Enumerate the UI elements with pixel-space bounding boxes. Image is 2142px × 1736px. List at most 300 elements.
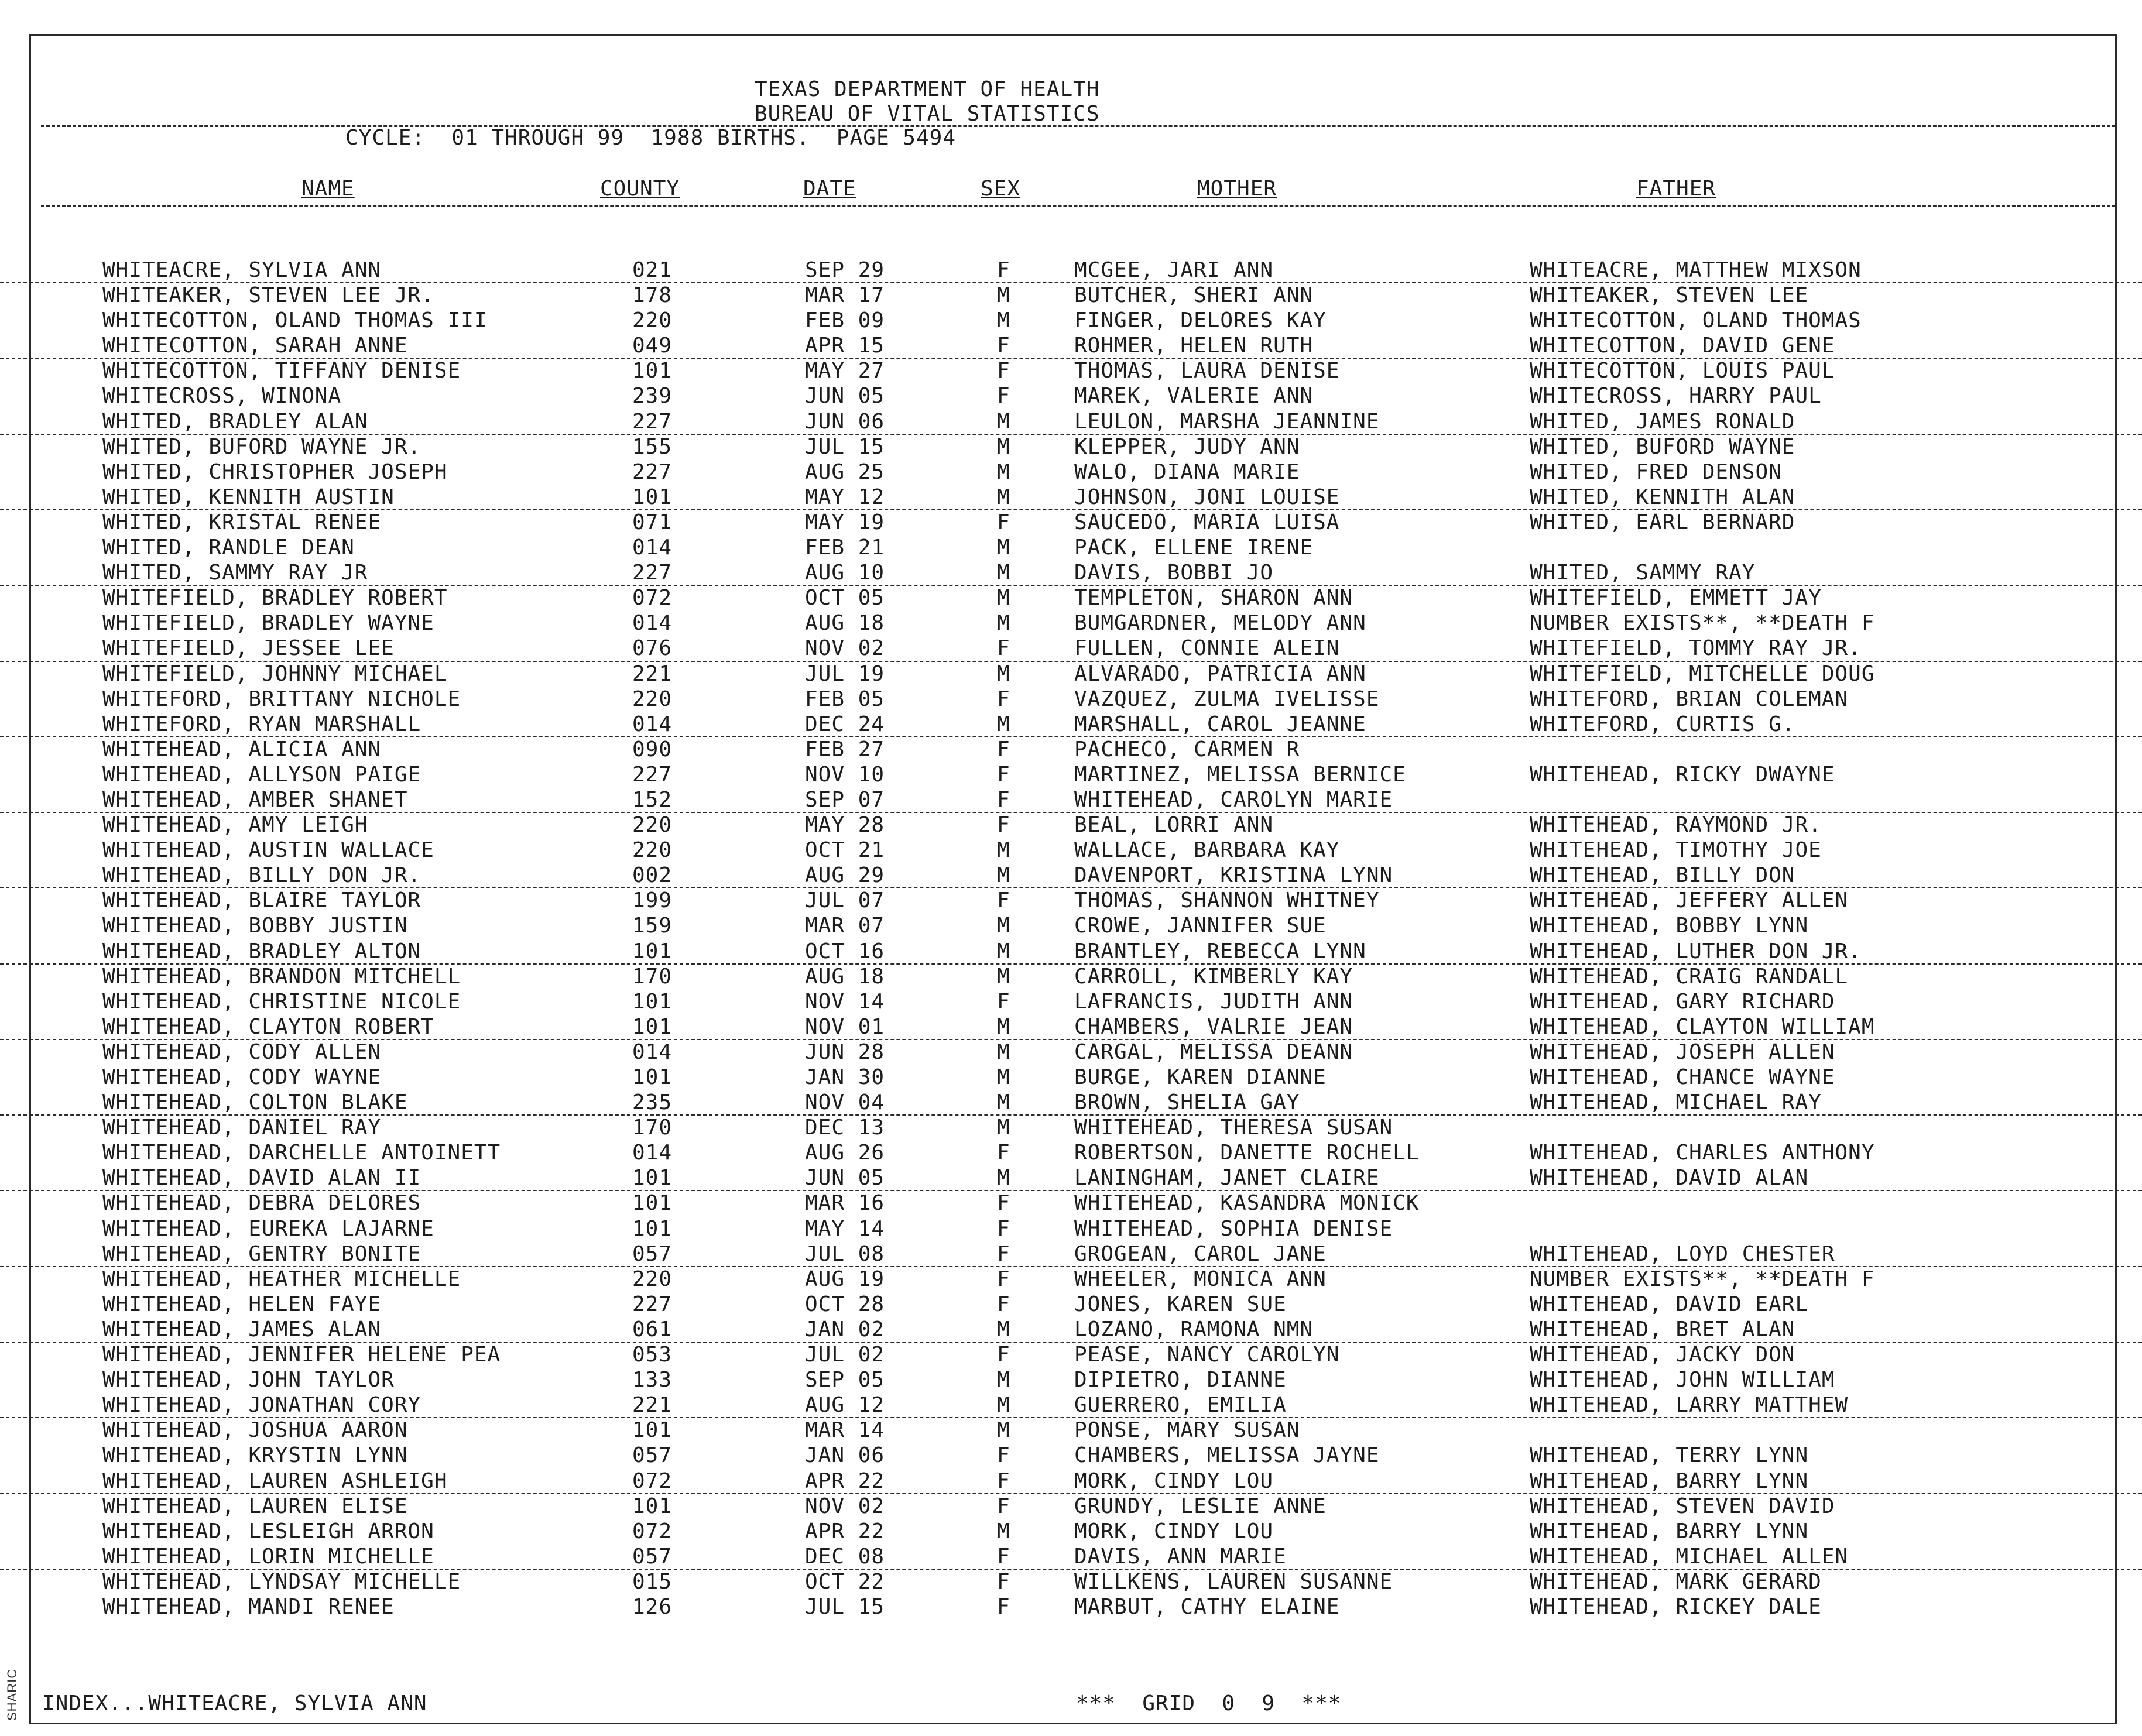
cell-father: NUMBER EXISTS**, **DEATH F: [1530, 1267, 1875, 1291]
cell-mother: LOZANO, RAMONA NMN: [1074, 1317, 1314, 1342]
cell-mother: ROBERTSON, DANETTE ROCHELL: [1074, 1141, 1420, 1165]
cell-mother: JOHNSON, JONI LOUISE: [1074, 485, 1340, 509]
cell-sex: F: [997, 687, 1010, 711]
cell-name: WHITECOTTON, TIFFANY DENISE: [102, 359, 461, 383]
cell-mother: DAVENPORT, KRISTINA LYNN: [1074, 863, 1393, 888]
cell-date: JUN 28: [805, 1039, 885, 1064]
cell-county: 155: [632, 434, 673, 459]
cell-sex: M: [997, 561, 1010, 585]
cell-name: WHITEACRE, SYLVIA ANN: [102, 258, 382, 282]
cell-county: 014: [632, 536, 673, 560]
cell-name: WHITEHEAD, BOBBY JUSTIN: [102, 914, 408, 938]
table-row: [0, 863, 2142, 888]
cell-date: NOV 01: [805, 1014, 885, 1039]
cell-date: NOV 02: [805, 636, 885, 661]
cell-mother: THOMAS, LAURA DENISE: [1074, 359, 1340, 383]
table-row: [0, 384, 2142, 409]
cell-father: WHITEHEAD, CHANCE WAYNE: [1530, 1065, 1835, 1089]
cell-name: WHITEHEAD, DANIEL RAY: [102, 1116, 382, 1140]
cell-father: WHITED, FRED DENSON: [1530, 459, 1782, 484]
cell-name: WHITEHEAD, DAVID ALAN II: [102, 1166, 421, 1191]
cell-name: WHITEHEAD, ALICIA ANN: [102, 737, 382, 761]
cell-mother: BURGE, KAREN DIANNE: [1074, 1065, 1327, 1089]
table-row: [0, 1595, 2142, 1620]
cell-father: WHITEHEAD, LARRY MATTHEW: [1530, 1393, 1849, 1418]
cell-sex: M: [997, 1368, 1010, 1392]
table-row: [0, 1065, 2142, 1090]
table-row: [0, 561, 2142, 586]
table-row: [0, 1443, 2142, 1469]
cell-name: WHITEHEAD, LESLEIGH ARRON: [102, 1519, 434, 1543]
column-header-county: COUNTY: [600, 177, 680, 201]
cell-mother: LANINGHAM, JANET CLAIRE: [1074, 1166, 1380, 1191]
cell-date: JUL 02: [805, 1343, 885, 1367]
cell-sex: M: [997, 536, 1010, 560]
table-row: [0, 1242, 2142, 1267]
cell-county: 170: [632, 1116, 673, 1140]
cell-county: 090: [632, 737, 673, 761]
cell-county: 221: [632, 661, 673, 686]
table-row: [0, 359, 2142, 384]
index-footer: INDEX...WHITEACRE, SYLVIA ANN: [42, 1692, 427, 1716]
cell-mother: FULLEN, CONNIE ALEIN: [1074, 636, 1340, 661]
cell-date: OCT 21: [805, 838, 885, 863]
cell-county: 101: [632, 1216, 673, 1241]
column-header-mother: MOTHER: [1197, 177, 1277, 201]
cell-mother: PONSE, MARY SUSAN: [1074, 1418, 1300, 1443]
cell-father: WHITEHEAD, CRAIG RANDALL: [1530, 964, 1849, 989]
cell-date: JAN 30: [805, 1065, 885, 1089]
cell-mother: PACHECO, CARMEN R: [1074, 737, 1300, 761]
column-header-name: NAME: [301, 177, 355, 201]
cell-name: WHITEHEAD, DEBRA DELORES: [102, 1191, 421, 1216]
cell-county: 170: [632, 964, 673, 989]
cell-county: 057: [632, 1241, 673, 1266]
cell-date: AUG 19: [805, 1267, 885, 1291]
cell-father: WHITECOTTON, LOUIS PAUL: [1530, 359, 1835, 383]
cell-county: 101: [632, 1166, 673, 1191]
cell-sex: F: [997, 1569, 1010, 1594]
table-row: [0, 1570, 2142, 1595]
cell-mother: WALLACE, BARBARA KAY: [1074, 838, 1340, 863]
cell-county: 101: [632, 939, 673, 963]
cell-father: WHITEHEAD, JACKY DON: [1530, 1343, 1795, 1367]
cell-date: MAY 12: [805, 485, 885, 509]
cell-name: WHITEHEAD, LAUREN ASHLEIGH: [102, 1469, 448, 1493]
cell-father: WHITEHEAD, BILLY DON: [1530, 863, 1795, 888]
cell-county: 220: [632, 687, 673, 711]
cell-name: WHITEHEAD, JOHN TAYLOR: [102, 1368, 395, 1392]
table-row: [0, 1343, 2142, 1368]
cell-father: WHITEHEAD, JOHN WILLIAM: [1530, 1368, 1835, 1392]
cell-date: OCT 05: [805, 586, 885, 610]
table-row: [0, 990, 2142, 1015]
cell-date: DEC 08: [805, 1544, 885, 1569]
cell-date: OCT 28: [805, 1292, 885, 1316]
cell-father: WHITEAKER, STEVEN LEE: [1530, 283, 1809, 308]
cell-sex: F: [997, 762, 1010, 787]
cell-father: WHITEHEAD, MICHAEL ALLEN: [1530, 1544, 1849, 1569]
cell-county: 199: [632, 888, 673, 913]
cell-county: 235: [632, 1090, 673, 1115]
cell-name: WHITEHEAD, HEATHER MICHELLE: [102, 1267, 461, 1291]
cell-mother: DAVIS, BOBBI JO: [1074, 561, 1274, 585]
cell-date: AUG 10: [805, 561, 885, 585]
cell-mother: JONES, KAREN SUE: [1074, 1292, 1287, 1316]
cell-father: WHITEHEAD, JEFFERY ALLEN: [1530, 888, 1849, 913]
bureau-title: BUREAU OF VITAL STATISTICS: [755, 102, 1100, 126]
cell-name: WHITEHEAD, EUREKA LAJARNE: [102, 1216, 434, 1241]
cell-county: 101: [632, 1418, 673, 1443]
table-row: [0, 662, 2142, 687]
cell-mother: DIPIETRO, DIANNE: [1074, 1368, 1287, 1392]
cell-date: OCT 16: [805, 939, 885, 963]
table-row: [0, 1191, 2142, 1216]
cell-county: 152: [632, 787, 673, 812]
cell-county: 227: [632, 561, 673, 585]
cell-county: 071: [632, 510, 673, 534]
cell-date: JUN 05: [805, 384, 885, 409]
cell-date: MAR 17: [805, 283, 885, 308]
cell-sex: M: [997, 1519, 1010, 1543]
cell-father: WHITEHEAD, BARRY LYNN: [1530, 1469, 1809, 1493]
cell-sex: M: [997, 485, 1010, 509]
cell-sex: M: [997, 661, 1010, 686]
cell-mother: LEULON, MARSHA JEANNINE: [1074, 409, 1380, 434]
cell-name: WHITEFORD, RYAN MARSHALL: [102, 712, 421, 736]
cell-sex: M: [997, 409, 1010, 434]
cell-date: JUL 15: [805, 434, 885, 459]
cell-father: WHITEHEAD, CHARLES ANTHONY: [1530, 1141, 1875, 1165]
cell-sex: F: [997, 1292, 1010, 1316]
cell-county: 015: [632, 1569, 673, 1594]
cell-father: NUMBER EXISTS**, **DEATH F: [1530, 611, 1875, 636]
cell-name: WHITEAKER, STEVEN LEE JR.: [102, 283, 434, 308]
cell-name: WHITED, KENNITH AUSTIN: [102, 485, 395, 509]
table-row: [0, 763, 2142, 788]
cell-mother: ROHMER, HELEN RUTH: [1074, 334, 1314, 358]
cell-sex: M: [997, 838, 1010, 863]
cell-date: NOV 14: [805, 989, 885, 1014]
cell-date: APR 22: [805, 1469, 885, 1493]
cell-father: WHITEFIELD, TOMMY RAY JR.: [1530, 636, 1862, 661]
cell-sex: M: [997, 712, 1010, 736]
cell-date: JUL 08: [805, 1241, 885, 1266]
cell-name: WHITEHEAD, JOSHUA AARON: [102, 1418, 408, 1443]
cell-sex: M: [997, 1039, 1010, 1064]
cell-county: 101: [632, 1014, 673, 1039]
cell-mother: BUTCHER, SHERI ANN: [1074, 283, 1314, 308]
table-row: [0, 939, 2142, 965]
cell-father: WHITEHEAD, TIMOTHY JOE: [1530, 838, 1822, 863]
cell-sex: F: [997, 1267, 1010, 1291]
cell-father: WHITEFORD, BRIAN COLEMAN: [1530, 687, 1849, 711]
cell-county: 057: [632, 1544, 673, 1569]
table-row: [0, 536, 2142, 561]
cell-mother: THOMAS, SHANNON WHITNEY: [1074, 888, 1380, 913]
cell-county: 220: [632, 1267, 673, 1291]
table-row: [0, 687, 2142, 712]
cell-name: WHITEHEAD, JONATHAN CORY: [102, 1393, 421, 1418]
table-row: [0, 1318, 2142, 1343]
cell-county: 221: [632, 1393, 673, 1418]
cell-sex: F: [997, 1469, 1010, 1493]
cell-name: WHITEHEAD, JENNIFER HELENE PEA: [102, 1343, 501, 1367]
table-row: [0, 1393, 2142, 1418]
cell-sex: M: [997, 1166, 1010, 1191]
cell-county: 021: [632, 258, 673, 282]
cell-date: AUG 18: [805, 611, 885, 636]
cell-sex: F: [997, 989, 1010, 1014]
cell-county: 227: [632, 1292, 673, 1316]
cell-sex: F: [997, 813, 1010, 838]
cell-date: AUG 29: [805, 863, 885, 888]
cell-mother: MCGEE, JARI ANN: [1074, 258, 1274, 282]
cell-county: 159: [632, 914, 673, 938]
cell-father: WHITECOTTON, DAVID GENE: [1530, 334, 1835, 358]
table-row: [0, 410, 2142, 435]
cell-father: WHITED, JAMES RONALD: [1530, 409, 1795, 434]
cell-county: 014: [632, 1039, 673, 1064]
cell-county: 014: [632, 712, 673, 736]
cell-sex: M: [997, 586, 1010, 610]
cell-mother: ALVARADO, PATRICIA ANN: [1074, 661, 1366, 686]
cell-father: WHITED, BUFORD WAYNE: [1530, 434, 1795, 459]
cell-date: FEB 21: [805, 536, 885, 560]
cell-date: MAY 19: [805, 510, 885, 534]
cell-mother: WALO, DIANA MARIE: [1074, 459, 1300, 484]
cell-county: 101: [632, 359, 673, 383]
cell-father: WHITEHEAD, MARK GERARD: [1530, 1569, 1822, 1594]
cell-sex: F: [997, 359, 1010, 383]
cell-father: WHITEHEAD, CLAYTON WILLIAM: [1530, 1014, 1875, 1039]
cell-sex: M: [997, 1116, 1010, 1140]
table-row: [0, 1090, 2142, 1116]
cell-date: MAY 27: [805, 359, 885, 383]
cell-date: JUN 06: [805, 409, 885, 434]
cell-name: WHITEFIELD, BRADLEY ROBERT: [102, 586, 448, 610]
cell-date: JUL 19: [805, 661, 885, 686]
cell-mother: CHAMBERS, MELISSA JAYNE: [1074, 1443, 1380, 1468]
cell-father: WHITEHEAD, BOBBY LYNN: [1530, 914, 1809, 938]
table-row: [0, 1116, 2142, 1141]
table-row: [0, 308, 2142, 334]
cell-father: WHITEHEAD, STEVEN DAVID: [1530, 1494, 1835, 1518]
cell-sex: M: [997, 611, 1010, 636]
cell-name: WHITEHEAD, JAMES ALAN: [102, 1317, 382, 1342]
cell-date: MAR 07: [805, 914, 885, 938]
cell-county: 014: [632, 1141, 673, 1165]
cell-mother: WHITEHEAD, KASANDRA MONICK: [1074, 1191, 1420, 1216]
cell-date: MAR 16: [805, 1191, 885, 1216]
cell-county: 227: [632, 459, 673, 484]
cell-date: AUG 18: [805, 964, 885, 989]
table-row: [0, 485, 2142, 510]
cell-mother: MARSHALL, CAROL JEANNE: [1074, 712, 1366, 736]
cell-sex: F: [997, 384, 1010, 409]
cell-sex: M: [997, 1317, 1010, 1342]
cell-mother: MARTINEZ, MELISSA BERNICE: [1074, 762, 1406, 787]
cell-name: WHITEFIELD, JOHNNY MICHAEL: [102, 661, 448, 686]
cell-mother: CHAMBERS, VALRIE JEAN: [1074, 1014, 1353, 1039]
cell-name: WHITEHEAD, DARCHELLE ANTOINETT: [102, 1141, 501, 1165]
table-row: [0, 283, 2142, 308]
cell-sex: F: [997, 888, 1010, 913]
table-row: [0, 788, 2142, 813]
cell-name: WHITEHEAD, ALLYSON PAIGE: [102, 762, 421, 787]
table-row: [0, 636, 2142, 661]
cell-mother: GROGEAN, CAROL JANE: [1074, 1241, 1327, 1266]
cell-date: FEB 05: [805, 687, 885, 711]
table-row: [0, 1217, 2142, 1242]
cell-mother: BEAL, LORRI ANN: [1074, 813, 1274, 838]
table-row: [0, 1418, 2142, 1443]
table-row: [0, 611, 2142, 636]
column-header-father: FATHER: [1636, 177, 1716, 201]
table-row: [0, 334, 2142, 359]
table-row: [0, 1368, 2142, 1393]
table-row: [0, 1519, 2142, 1545]
cell-name: WHITEHEAD, AMY LEIGH: [102, 813, 368, 838]
cell-name: WHITEHEAD, CHRISTINE NICOLE: [102, 989, 461, 1014]
cell-sex: F: [997, 1594, 1010, 1619]
cell-sex: F: [997, 1494, 1010, 1518]
cell-sex: M: [997, 964, 1010, 989]
cell-name: WHITEHEAD, AMBER SHANET: [102, 787, 408, 812]
cell-county: 072: [632, 1519, 673, 1543]
cell-name: WHITED, BUFORD WAYNE JR.: [102, 434, 421, 459]
cell-sex: F: [997, 1216, 1010, 1241]
cell-name: WHITEHEAD, MANDI RENEE: [102, 1594, 395, 1619]
cell-mother: DAVIS, ANN MARIE: [1074, 1544, 1287, 1569]
table-row: [0, 1494, 2142, 1519]
cell-father: WHITEHEAD, RICKEY DALE: [1530, 1594, 1822, 1619]
cell-father: WHITECROSS, HARRY PAUL: [1530, 384, 1822, 409]
table-row: [0, 460, 2142, 485]
cell-name: WHITED, KRISTAL RENEE: [102, 510, 382, 534]
cell-mother: PACK, ELLENE IRENE: [1074, 536, 1314, 560]
cell-sex: F: [997, 1544, 1010, 1569]
cell-sex: M: [997, 1418, 1010, 1443]
records-table: [0, 258, 2142, 1620]
cell-name: WHITEFIELD, JESSEE LEE: [102, 636, 395, 661]
cell-county: 049: [632, 334, 673, 358]
cell-mother: MARBUT, CATHY ELAINE: [1074, 1594, 1340, 1619]
cell-mother: BRANTLEY, REBECCA LYNN: [1074, 939, 1366, 963]
cell-sex: M: [997, 434, 1010, 459]
cell-date: JAN 02: [805, 1317, 885, 1342]
cell-name: WHITECOTTON, OLAND THOMAS III: [102, 308, 488, 333]
cell-sex: M: [997, 939, 1010, 963]
cell-name: WHITEHEAD, KRYSTIN LYNN: [102, 1443, 408, 1468]
cell-mother: BUMGARDNER, MELODY ANN: [1074, 611, 1366, 636]
table-row: [0, 435, 2142, 460]
cell-county: 133: [632, 1368, 673, 1392]
cell-county: 072: [632, 1469, 673, 1493]
table-row: [0, 712, 2142, 737]
cell-county: 101: [632, 1191, 673, 1216]
cell-name: WHITEHEAD, BRANDON MITCHELL: [102, 964, 461, 989]
cell-mother: KLEPPER, JUDY ANN: [1074, 434, 1300, 459]
cell-father: WHITEHEAD, MICHAEL RAY: [1530, 1090, 1822, 1115]
cell-mother: BROWN, SHELIA GAY: [1074, 1090, 1300, 1115]
table-row: [0, 1267, 2142, 1292]
cell-mother: WHITEHEAD, SOPHIA DENISE: [1074, 1216, 1393, 1241]
cell-name: WHITED, SAMMY RAY JR: [102, 561, 368, 585]
cell-father: WHITEHEAD, DAVID ALAN: [1530, 1166, 1809, 1191]
cell-mother: PEASE, NANCY CAROLYN: [1074, 1343, 1340, 1367]
table-row: [0, 1166, 2142, 1191]
cell-county: 126: [632, 1594, 673, 1619]
cell-name: WHITECOTTON, SARAH ANNE: [102, 334, 408, 358]
cell-mother: GRUNDY, LESLIE ANNE: [1074, 1494, 1327, 1518]
cell-county: 178: [632, 283, 673, 308]
cell-county: 101: [632, 989, 673, 1014]
cell-name: WHITECROSS, WINONA: [102, 384, 342, 409]
table-row: [0, 1141, 2142, 1166]
cell-name: WHITED, BRADLEY ALAN: [102, 409, 368, 434]
cell-county: 220: [632, 838, 673, 863]
table-row: [0, 888, 2142, 914]
table-row: [0, 1469, 2142, 1494]
cell-name: WHITEHEAD, HELEN FAYE: [102, 1292, 382, 1316]
cell-date: AUG 25: [805, 459, 885, 484]
cell-county: 227: [632, 762, 673, 787]
cell-date: AUG 26: [805, 1141, 885, 1165]
table-row: [0, 838, 2142, 863]
cell-sex: F: [997, 1191, 1010, 1216]
cell-sex: F: [997, 334, 1010, 358]
cell-name: WHITEHEAD, BLAIRE TAYLOR: [102, 888, 421, 913]
cell-father: WHITED, SAMMY RAY: [1530, 561, 1756, 585]
cell-date: SEP 07: [805, 787, 885, 812]
cell-date: SEP 05: [805, 1368, 885, 1392]
cell-father: WHITED, KENNITH ALAN: [1530, 485, 1795, 509]
cell-name: WHITEFIELD, BRADLEY WAYNE: [102, 611, 434, 636]
cell-date: MAY 28: [805, 813, 885, 838]
cell-county: 101: [632, 1065, 673, 1089]
cell-sex: M: [997, 283, 1010, 308]
cell-sex: F: [997, 1141, 1010, 1165]
cell-father: WHITEACRE, MATTHEW MIXSON: [1530, 258, 1862, 282]
cell-name: WHITEHEAD, BRADLEY ALTON: [102, 939, 421, 963]
cell-mother: WHEELER, MONICA ANN: [1074, 1267, 1327, 1291]
cell-father: WHITEHEAD, GARY RICHARD: [1530, 989, 1835, 1014]
cell-county: 101: [632, 1494, 673, 1518]
cell-mother: MORK, CINDY LOU: [1074, 1469, 1274, 1493]
cell-county: 101: [632, 485, 673, 509]
cell-mother: WHITEHEAD, THERESA SUSAN: [1074, 1116, 1393, 1140]
cell-name: WHITEHEAD, CODY WAYNE: [102, 1065, 382, 1089]
cell-date: SEP 29: [805, 258, 885, 282]
cell-name: WHITEFORD, BRITTANY NICHOLE: [102, 687, 461, 711]
cell-date: APR 15: [805, 334, 885, 358]
cell-sex: M: [997, 459, 1010, 484]
table-row: [0, 510, 2142, 536]
cell-name: WHITEHEAD, LAUREN ELISE: [102, 1494, 408, 1518]
cell-sex: F: [997, 636, 1010, 661]
cell-date: OCT 22: [805, 1569, 885, 1594]
column-header-date: DATE: [803, 177, 856, 201]
cell-mother: FINGER, DELORES KAY: [1074, 308, 1327, 333]
table-row: [0, 737, 2142, 763]
cell-date: FEB 09: [805, 308, 885, 333]
agency-title: TEXAS DEPARTMENT OF HEALTH: [755, 77, 1100, 101]
cell-father: WHITECOTTON, OLAND THOMAS: [1530, 308, 1862, 333]
cell-county: 053: [632, 1343, 673, 1367]
cell-date: APR 22: [805, 1519, 885, 1543]
cell-county: 072: [632, 586, 673, 610]
